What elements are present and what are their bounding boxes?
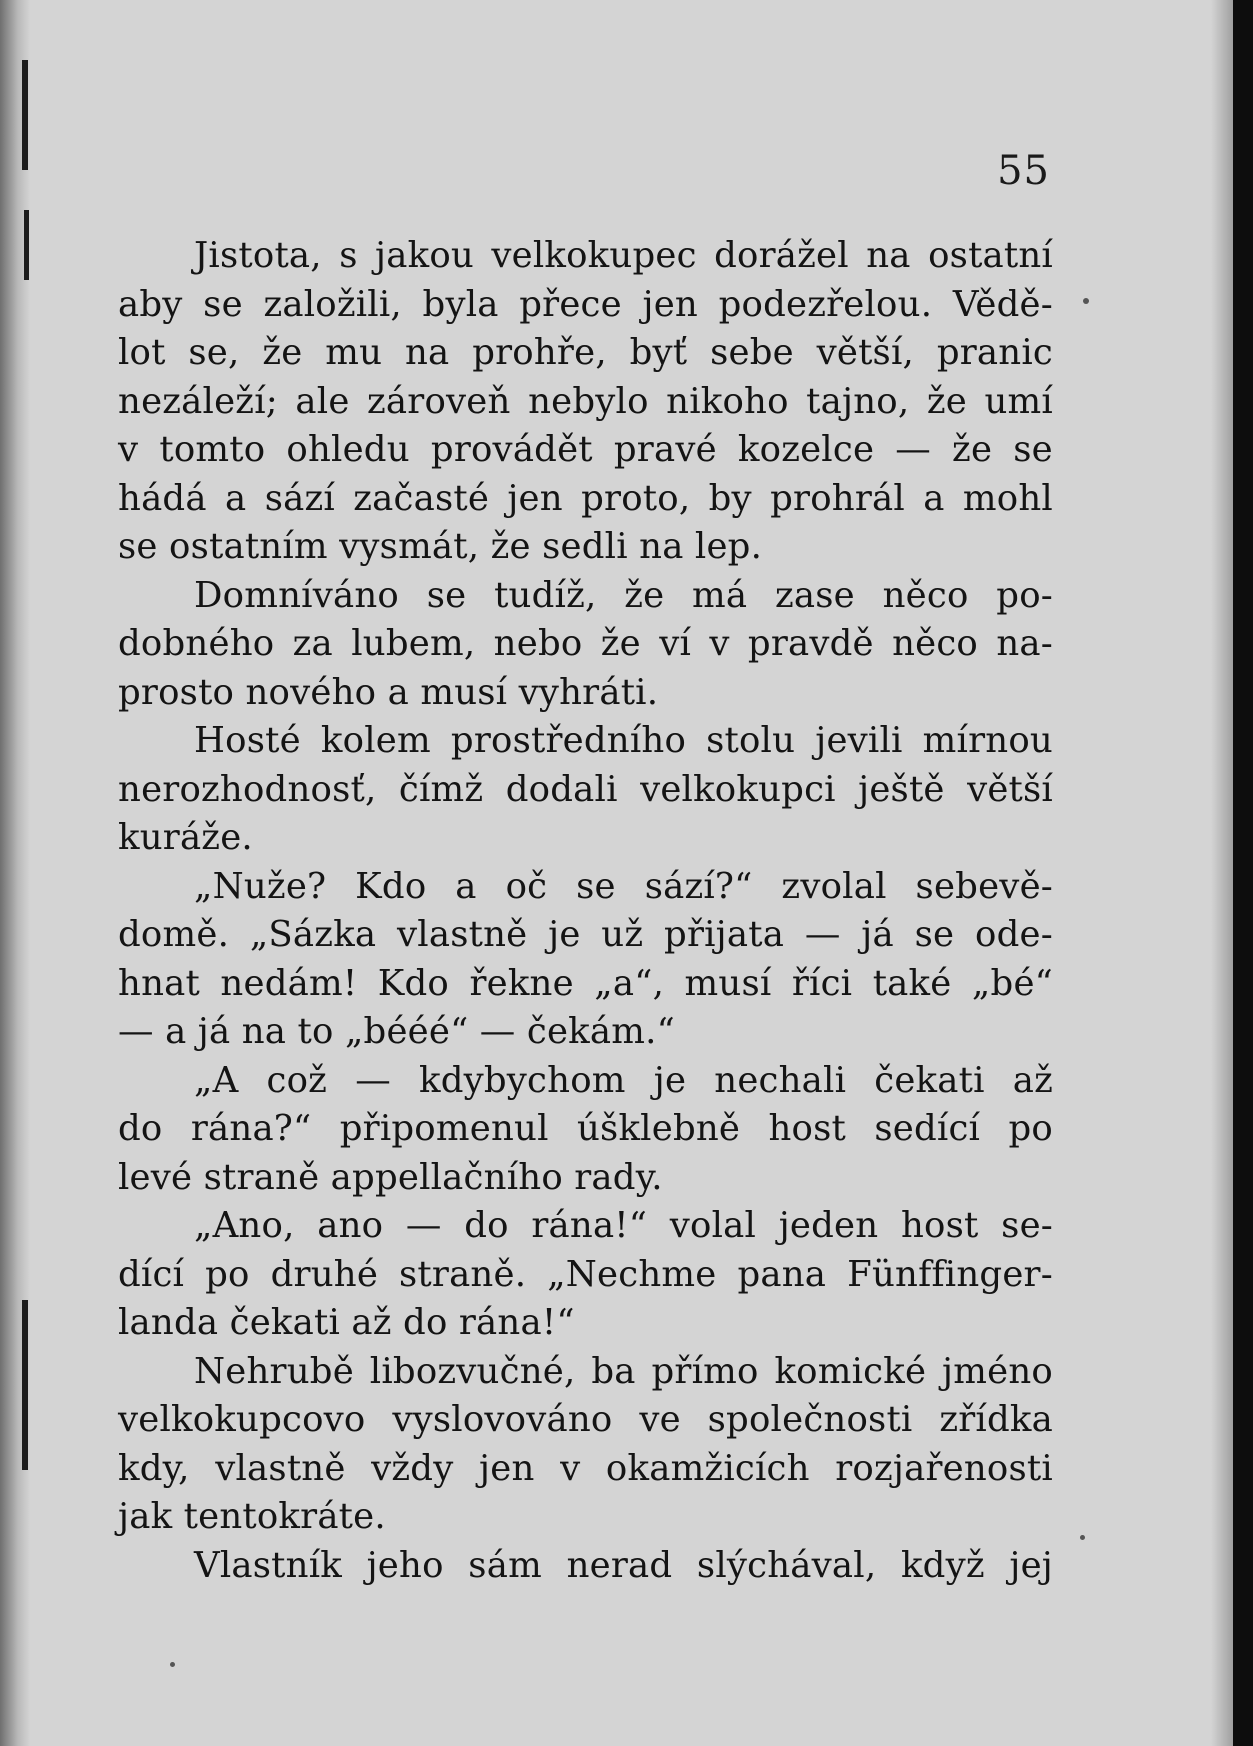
word: že: [624, 574, 665, 616]
text-line: [118, 1105, 1053, 1154]
word: dodali: [505, 768, 618, 810]
word: a: [923, 477, 945, 519]
word: musí: [420, 671, 508, 713]
word: velkokupcovo: [118, 1399, 366, 1440]
word: provádět: [430, 429, 593, 470]
text-line: [118, 232, 1053, 281]
word: se-: [1001, 1205, 1053, 1246]
word: po-: [996, 574, 1053, 616]
word: Kdo: [355, 865, 427, 907]
word: zřídka: [939, 1399, 1053, 1440]
word: straně: [203, 1156, 320, 1198]
word: čekám.“: [526, 1011, 675, 1052]
word: je: [653, 1059, 687, 1101]
word: landa: [118, 1302, 219, 1343]
word: prohrál: [770, 477, 905, 519]
word: —: [895, 429, 931, 470]
word: host: [900, 1205, 979, 1246]
word: a: [455, 865, 477, 907]
word: Kdo: [377, 962, 449, 1004]
word: začasté: [353, 477, 490, 519]
word: nikoho: [666, 380, 789, 422]
word: Domníváno: [194, 574, 399, 616]
word: čekati: [874, 1059, 985, 1101]
word: vlastně: [397, 914, 528, 955]
text-line: [118, 1299, 1053, 1348]
word: dobného: [118, 623, 275, 664]
word: jak: [118, 1496, 173, 1537]
word: mu: [325, 332, 383, 373]
paper-speck: [170, 1662, 175, 1667]
word: že: [600, 623, 641, 664]
text-line: [118, 1493, 1053, 1542]
word: sám: [468, 1544, 542, 1586]
word: volal: [669, 1205, 757, 1246]
word: kdybychom: [418, 1059, 626, 1101]
word: jevili: [815, 720, 903, 761]
text-line: [118, 620, 1053, 669]
word: něco: [882, 574, 969, 616]
paper-speck: [1080, 1535, 1085, 1540]
word: nerad: [566, 1544, 673, 1586]
text-line: [118, 475, 1053, 524]
word: mírnou: [922, 720, 1053, 761]
word: já: [197, 1011, 231, 1052]
word: a: [225, 477, 247, 519]
word: se: [426, 574, 467, 616]
word: je: [548, 914, 581, 955]
binding-mark-lower: [22, 1300, 28, 1470]
word: sedli: [542, 526, 628, 567]
word: tomto: [159, 429, 266, 470]
word: jen: [507, 477, 563, 519]
word: —: [118, 1011, 154, 1052]
word: do: [118, 1108, 163, 1149]
text-line: [118, 863, 1053, 912]
word: „Ano,: [194, 1205, 295, 1246]
word: mohl: [962, 477, 1053, 519]
word: nového: [245, 671, 377, 713]
word: Fünffinger-: [847, 1253, 1053, 1295]
text-line: [118, 1008, 1053, 1057]
text-line: [118, 814, 1053, 863]
word: musí: [684, 962, 772, 1004]
word: po: [1008, 1108, 1053, 1149]
word: stolu: [706, 720, 796, 761]
text-line: [118, 960, 1053, 1009]
word: sází?“: [644, 865, 753, 907]
word: úšklebně: [576, 1108, 741, 1149]
word: jej: [1009, 1544, 1053, 1586]
word: do: [464, 1205, 509, 1246]
word: „Nuže?: [194, 865, 327, 907]
word: jen: [479, 1447, 535, 1489]
word: v: [560, 1447, 581, 1489]
word: slýchával,: [696, 1544, 877, 1586]
word: zároveň: [367, 380, 511, 422]
word: se: [118, 526, 158, 567]
paper-speck: [1083, 298, 1089, 304]
word: přímo: [651, 1350, 759, 1392]
text-line: [118, 523, 1053, 572]
word: sebevě-: [915, 865, 1053, 907]
binding-mark-middle: [24, 210, 29, 280]
word: s: [339, 235, 358, 276]
word: rána!“: [458, 1302, 575, 1343]
word: velkokupci: [640, 768, 836, 810]
word: a: [387, 671, 409, 713]
word: větší,: [816, 332, 915, 373]
binding-mark-top: [22, 60, 28, 170]
word: a: [165, 1011, 187, 1052]
word: „bé“: [971, 962, 1053, 1004]
word: jeden: [778, 1205, 879, 1246]
word: aby: [118, 283, 183, 325]
word: „A: [194, 1059, 239, 1101]
word: lot: [118, 332, 166, 373]
text-line: [118, 1396, 1053, 1445]
word: sebe: [710, 332, 794, 373]
word: dící: [118, 1253, 185, 1295]
word: ostatním: [169, 526, 328, 567]
word: umí: [984, 380, 1053, 422]
word: se,: [188, 332, 240, 373]
word: rána?“: [190, 1108, 312, 1149]
word: nedám!: [220, 962, 358, 1004]
word: —: [355, 1059, 391, 1101]
word: má: [692, 574, 748, 616]
word: „a“,: [594, 962, 665, 1004]
word: —: [804, 914, 841, 955]
text-line: [118, 281, 1053, 330]
word: „bééé“: [344, 1011, 469, 1052]
word: ale: [295, 380, 350, 422]
text-line: [118, 766, 1053, 815]
word: něco: [892, 623, 979, 664]
word: hnat: [118, 962, 200, 1004]
word: to: [297, 1011, 334, 1052]
word: ostatní: [928, 235, 1053, 276]
word: přijata: [664, 914, 785, 955]
text-line: [118, 329, 1053, 378]
word: Hosté: [194, 720, 301, 761]
word: vysmát,: [339, 526, 480, 567]
word: appellačního: [330, 1156, 563, 1198]
word: se: [576, 865, 616, 907]
word: prostředního: [450, 720, 687, 761]
word: dorážel: [714, 235, 849, 276]
word: na: [241, 1011, 287, 1052]
word: host: [768, 1108, 847, 1149]
word: po: [205, 1253, 250, 1295]
word: že: [490, 526, 531, 567]
word: „Sázka: [249, 914, 377, 955]
word: lubem,: [351, 623, 476, 664]
word: komické: [774, 1350, 927, 1392]
word: se: [203, 283, 243, 325]
word: řekne: [469, 962, 574, 1004]
word: okamžicích: [605, 1447, 810, 1489]
word: v: [118, 429, 139, 470]
word: levé: [118, 1156, 193, 1198]
scan-right-border: [1233, 0, 1253, 1746]
word: v: [709, 623, 730, 664]
word: ví: [659, 623, 692, 664]
word: připomenul: [339, 1108, 549, 1149]
word: vyslovováno: [392, 1399, 613, 1440]
word: straně.: [399, 1253, 527, 1295]
word: přece: [519, 283, 622, 325]
word: zase: [774, 574, 855, 616]
word: nebo: [493, 623, 583, 664]
text-line: [118, 1348, 1053, 1397]
text-line: [118, 378, 1053, 427]
word: velkokupec: [491, 235, 697, 276]
word: založili,: [263, 283, 402, 325]
word: byla: [422, 283, 499, 325]
word: Nehrubě: [194, 1350, 354, 1392]
word: čekati: [229, 1302, 341, 1343]
word: tudíž,: [494, 574, 597, 616]
word: kozelce: [737, 429, 875, 470]
word: jméno: [942, 1350, 1053, 1392]
word: se: [914, 914, 955, 955]
word: zvolal: [781, 865, 887, 907]
word: —: [479, 1011, 516, 1052]
page-number: 55: [997, 148, 1050, 194]
word: tajno,: [806, 380, 910, 422]
word: rána!“: [531, 1205, 648, 1246]
word: prohře,: [472, 332, 607, 373]
text-line: [118, 1445, 1053, 1494]
word: ve: [639, 1399, 681, 1440]
word: na: [866, 235, 911, 276]
word: pana: [737, 1253, 827, 1295]
page-right-shadow: [1211, 0, 1233, 1746]
word: —: [405, 1205, 442, 1246]
text-line: [118, 717, 1053, 766]
word: nebylo: [528, 380, 649, 422]
word: ohledu: [286, 429, 410, 470]
word: kdy,: [118, 1447, 190, 1489]
text-line: [118, 1154, 1053, 1203]
word: podezřelou.: [718, 283, 933, 325]
word: kuráže.: [118, 817, 253, 858]
word: „Nechme: [547, 1253, 717, 1295]
word: na-: [996, 623, 1053, 664]
word: pravé: [613, 429, 717, 470]
word: na: [404, 332, 450, 373]
word: Vlastník: [194, 1544, 342, 1586]
word: společnosti: [707, 1399, 913, 1440]
body-text: [118, 232, 1053, 1590]
word: také: [872, 962, 952, 1004]
word: na: [639, 526, 684, 567]
word: čímž: [398, 768, 484, 810]
word: říci: [791, 962, 853, 1004]
word: že: [926, 380, 967, 422]
word: za: [292, 623, 333, 664]
word: pranic: [936, 332, 1053, 373]
word: nechali: [714, 1059, 847, 1101]
word: ode-: [975, 914, 1053, 955]
word: libozvučné,: [369, 1350, 576, 1392]
word: domě.: [118, 914, 230, 955]
word: jeho: [366, 1544, 444, 1586]
text-line: [118, 572, 1053, 621]
word: rozjařenosti: [835, 1447, 1053, 1489]
text-line: [118, 1202, 1053, 1251]
word: vlastně: [215, 1447, 346, 1489]
word: já: [861, 914, 894, 955]
word: jen: [642, 283, 698, 325]
text-line: [118, 1542, 1053, 1591]
word: jakou: [375, 235, 474, 276]
text-line: [118, 669, 1053, 718]
word: se: [1013, 429, 1053, 470]
word: větší: [967, 768, 1053, 810]
word: kolem: [320, 720, 431, 761]
word: hádá: [118, 477, 207, 519]
word: ano: [317, 1205, 384, 1246]
word: sází: [264, 477, 335, 519]
word: tentokráte.: [183, 1496, 386, 1537]
text-line: [118, 1057, 1053, 1106]
word: by: [708, 477, 752, 519]
word: byť: [629, 332, 688, 373]
word: lep.: [694, 526, 763, 567]
word: sedící: [874, 1108, 981, 1149]
word: pravdě: [747, 623, 874, 664]
word: vyhráti.: [518, 671, 659, 713]
word: proto,: [581, 477, 691, 519]
word: ba: [591, 1350, 636, 1392]
word: že: [952, 429, 993, 470]
word: když: [900, 1544, 985, 1586]
word: že: [262, 332, 303, 373]
word: nerozhodnosť,: [118, 768, 377, 810]
text-line: [118, 911, 1053, 960]
word: vždy: [371, 1447, 454, 1489]
word: do: [403, 1302, 448, 1343]
word: Jistota,: [194, 235, 322, 276]
word: rady.: [574, 1156, 663, 1198]
word: až: [1012, 1059, 1053, 1101]
word: nezáleží;: [118, 380, 278, 422]
word: druhé: [270, 1253, 379, 1295]
word: už: [601, 914, 644, 955]
text-line: [118, 426, 1053, 475]
word: ještě: [858, 768, 945, 810]
word: prosto: [118, 671, 235, 713]
word: až: [351, 1302, 392, 1343]
text-line: [118, 1251, 1053, 1300]
word: což: [266, 1059, 328, 1101]
word: oč: [505, 865, 548, 907]
word: Vědě-: [952, 283, 1053, 325]
